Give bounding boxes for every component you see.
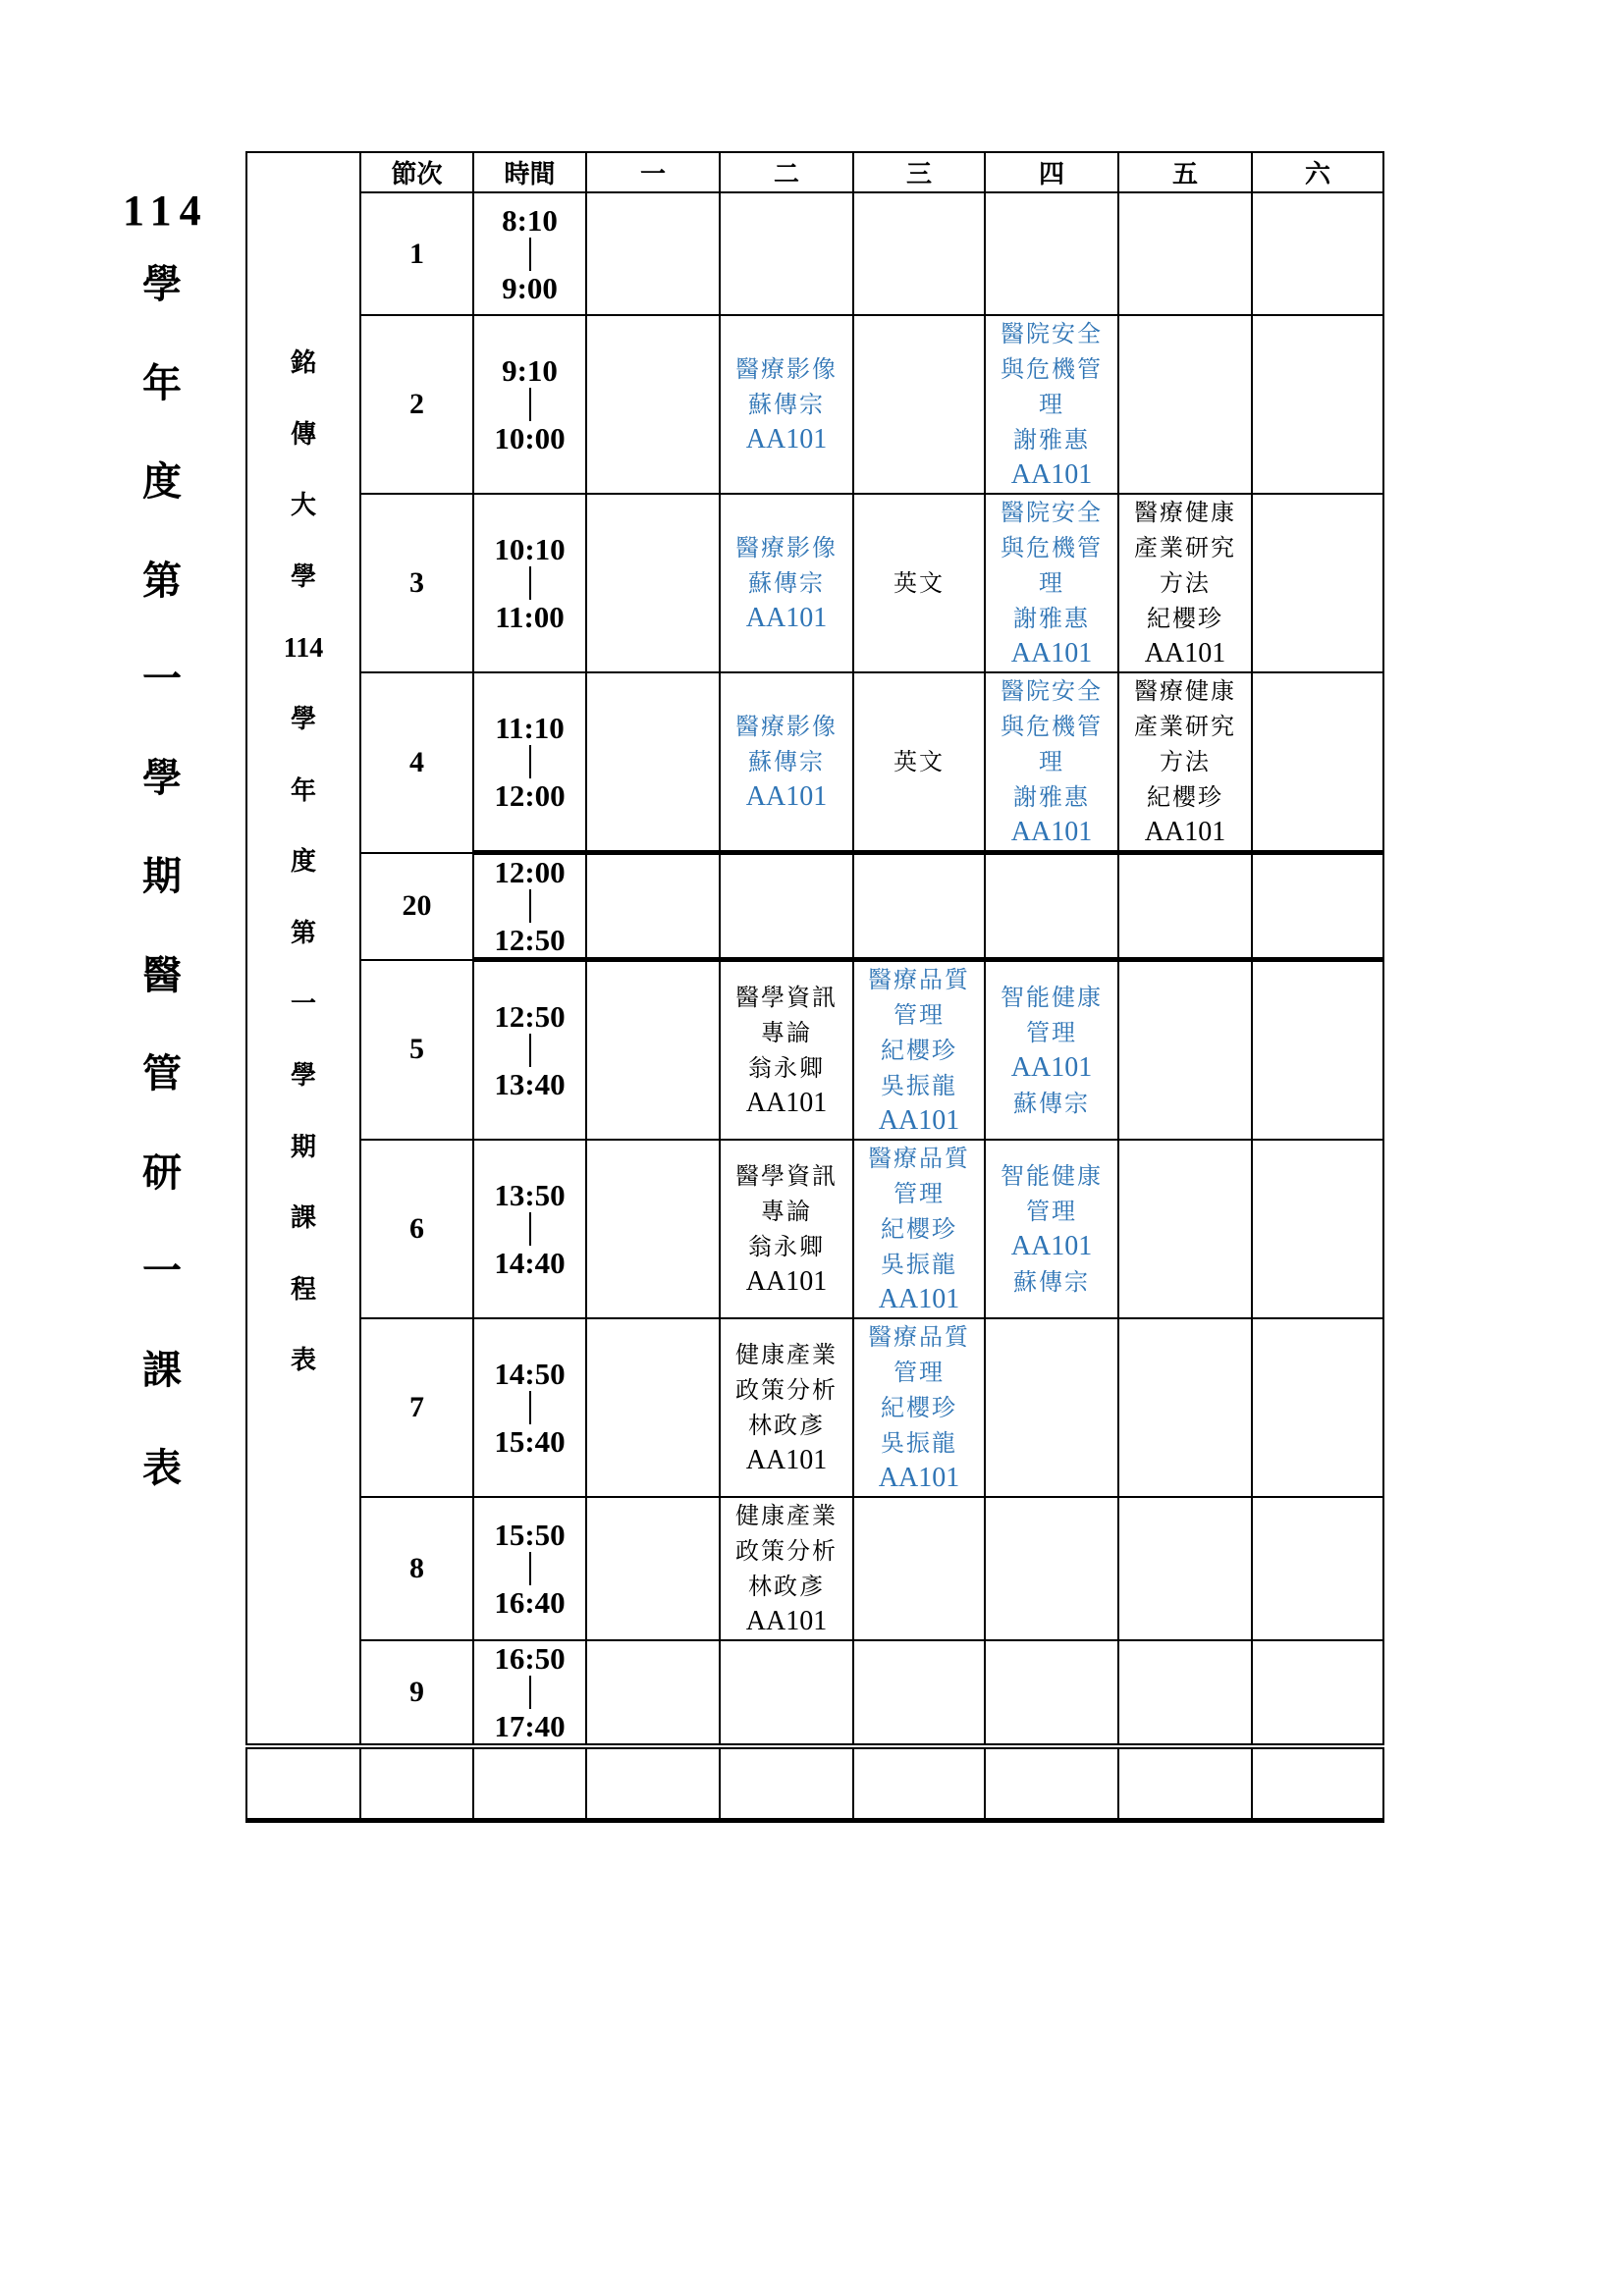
course-entry [986, 673, 1117, 850]
course-room: AA101 [1010, 1052, 1093, 1083]
course-line: 醫療品質 [868, 1145, 970, 1172]
period-row [246, 1640, 1383, 1746]
time-separator-line [529, 1676, 531, 1709]
period-row [246, 853, 1383, 960]
course-line: 紀櫻珍 [1147, 605, 1223, 632]
course-line: 蘇傳宗 [748, 748, 825, 775]
footer-cell [985, 1746, 1118, 1820]
time-start: 8:10 [502, 202, 558, 238]
time-separator-line [529, 1212, 531, 1246]
schedule-cell-tue [720, 853, 853, 960]
header-row [246, 152, 1383, 192]
course-entry [1119, 495, 1251, 671]
course-room: AA101 [745, 1266, 828, 1297]
course-entry [854, 1141, 984, 1317]
time-end: 11:00 [495, 600, 565, 634]
period-row [246, 1140, 1383, 1318]
schedule-cell-sat [1252, 672, 1383, 853]
course-line: 吳振龍 [881, 1251, 957, 1278]
schedule-cell-wed [853, 672, 985, 853]
caption-char: 期 [290, 1132, 316, 1162]
schedule-cell-tue [720, 960, 853, 1141]
course-entry [721, 1337, 852, 1478]
period-row [246, 494, 1383, 672]
time-separator-line [529, 1552, 531, 1585]
schedule-cell-sat [1252, 1497, 1383, 1640]
caption-char: 傳 [290, 419, 316, 450]
course-line: 紀櫻珍 [881, 1394, 957, 1421]
header-time: 時間 [473, 152, 586, 192]
period-number: 2 [360, 315, 473, 494]
course-line: 林政彥 [748, 1573, 825, 1600]
header-day-mon: 一 [586, 152, 720, 192]
schedule-table [245, 151, 1384, 1823]
period-number: 9 [360, 1640, 473, 1746]
period-number: 8 [360, 1497, 473, 1640]
course-line: 謝雅惠 [1013, 605, 1090, 632]
course-room: AA101 [745, 1088, 828, 1118]
header-day-tue: 二 [720, 152, 853, 192]
time-start: 10:10 [494, 532, 566, 566]
course-line: 智能健康 [1001, 984, 1103, 1011]
title-char: 表 [142, 1445, 182, 1491]
period-number: 20 [360, 853, 473, 960]
course-line: 翁永卿 [748, 1054, 825, 1082]
course-line: 吳振龍 [881, 1429, 957, 1457]
schedule-cell-wed [853, 960, 985, 1141]
course-line: 與危機管 [1001, 355, 1103, 383]
course-entry [721, 530, 852, 636]
caption-char: 學 [290, 1060, 316, 1091]
time-end: 13:40 [494, 1067, 566, 1101]
course-line: 蘇傳宗 [748, 569, 825, 597]
schedule-cell-fri [1118, 1640, 1252, 1746]
schedule-cell-fri [1118, 853, 1252, 960]
time-range [473, 315, 586, 494]
course-room: AA101 [745, 781, 828, 812]
course-line: 健康產業 [735, 1341, 838, 1368]
schedule-cell-thu [985, 315, 1118, 494]
period-row [246, 315, 1383, 494]
title-char: 醫 [142, 951, 182, 998]
period-number: 4 [360, 672, 473, 853]
course-line: 吳振龍 [881, 1072, 957, 1099]
course-line: 蘇傳宗 [1013, 1268, 1090, 1296]
schedule-cell-fri [1118, 1497, 1252, 1640]
header-day-wed: 三 [853, 152, 985, 192]
course-line: 管理 [1026, 1198, 1077, 1225]
schedule-cell-tue [720, 672, 853, 853]
time-start: 16:50 [494, 1641, 566, 1676]
time-separator-line [529, 745, 531, 778]
footer-cell [720, 1746, 853, 1820]
title-char: 期 [142, 853, 182, 899]
course-line: 林政彥 [748, 1412, 825, 1439]
course-entry [721, 351, 852, 457]
course-line: 醫療健康 [1134, 499, 1236, 526]
course-line: 專論 [761, 1198, 812, 1225]
course-line: 管理 [893, 1359, 945, 1386]
course-room: AA101 [1010, 459, 1093, 490]
schedule-cell-thu [985, 1497, 1118, 1640]
schedule-cell-tue [720, 1140, 853, 1318]
schedule-cell-wed [853, 1318, 985, 1497]
course-entry [986, 495, 1117, 671]
course-line: 方法 [1160, 748, 1211, 775]
course-line: 健康產業 [735, 1502, 838, 1529]
course-line: 政策分析 [735, 1537, 838, 1565]
time-end: 12:50 [494, 923, 566, 957]
course-line: 與危機管 [1001, 534, 1103, 561]
schedule-cell-wed [853, 1640, 985, 1746]
schedule-cell-wed [853, 853, 985, 960]
period-number: 5 [360, 960, 473, 1141]
course-line: 智能健康 [1001, 1162, 1103, 1190]
footer-cell [853, 1746, 985, 1820]
schedule-cell-sat [1252, 315, 1383, 494]
time-range [473, 192, 586, 315]
header-period: 節次 [360, 152, 473, 192]
course-line: 謝雅惠 [1013, 426, 1090, 454]
course-line: 醫療影像 [735, 713, 838, 740]
course-room: AA101 [745, 1606, 828, 1636]
course-room: AA101 [1144, 817, 1226, 847]
caption-char: 學 [290, 704, 316, 734]
schedule-cell-thu [985, 853, 1118, 960]
caption-char: 一 [290, 989, 316, 1020]
footer-row [246, 1746, 1383, 1820]
course-room: AA101 [1010, 1231, 1093, 1261]
time-end: 15:40 [494, 1424, 566, 1459]
time-start: 13:50 [494, 1178, 566, 1212]
title-char: 管 [142, 1050, 182, 1096]
course-line: 英文 [893, 569, 945, 597]
caption-char: 年 [290, 775, 316, 806]
schedule-cell-tue [720, 192, 853, 315]
course-room: AA101 [878, 1284, 960, 1314]
course-line: 紀櫻珍 [881, 1037, 957, 1064]
schedule-cell-wed [853, 192, 985, 315]
period-row [246, 192, 1383, 315]
course-line: 政策分析 [735, 1376, 838, 1404]
caption-char: 大 [290, 491, 316, 521]
time-start: 12:00 [494, 855, 566, 889]
time-start: 14:50 [494, 1357, 566, 1391]
course-line: 紀櫻珍 [1147, 783, 1223, 811]
period-row [246, 1318, 1383, 1497]
course-entry [721, 709, 852, 815]
footer-cell [1118, 1746, 1252, 1820]
course-line: 管理 [1026, 1019, 1077, 1046]
schedule-cell-mon [586, 192, 720, 315]
schedule-cell-fri [1118, 960, 1252, 1141]
caption-char: 學 [290, 561, 316, 592]
period-number: 3 [360, 494, 473, 672]
schedule-cell-tue [720, 315, 853, 494]
title-year: 114 [123, 187, 209, 235]
schedule-cell-sat [1252, 1140, 1383, 1318]
course-line: 專論 [761, 1019, 812, 1046]
schedule-cell-thu [985, 1318, 1118, 1497]
title-char: 一 [142, 1248, 182, 1294]
schedule-cell-sat [1252, 960, 1383, 1141]
header-day-sat: 六 [1252, 152, 1383, 192]
schedule-cell-mon [586, 315, 720, 494]
time-range [473, 1140, 586, 1318]
schedule-cell-thu [985, 672, 1118, 853]
course-room: AA101 [1010, 817, 1093, 847]
schedule-cell-fri [1118, 315, 1252, 494]
course-line: 醫院安全 [1001, 320, 1103, 347]
course-line: 管理 [893, 1180, 945, 1207]
schedule-cell-mon [586, 1318, 720, 1497]
schedule-cell-thu [985, 1640, 1118, 1746]
schedule-cell-tue [720, 494, 853, 672]
schedule-cell-mon [586, 1140, 720, 1318]
vertical-caption [247, 153, 359, 1397]
course-entry [854, 1319, 984, 1496]
course-line: 蘇傳宗 [748, 391, 825, 418]
period-row [246, 672, 1383, 853]
course-room: AA101 [745, 1445, 828, 1475]
course-room: AA101 [878, 1463, 960, 1493]
schedule-cell-mon [586, 1497, 720, 1640]
footer-cell [473, 1746, 586, 1820]
schedule-cell-fri [1118, 1140, 1252, 1318]
course-line: 理 [1039, 569, 1064, 597]
course-line: 管理 [893, 1001, 945, 1029]
course-line: 英文 [893, 748, 945, 775]
schedule-cell-thu [985, 192, 1118, 315]
course-entry [854, 744, 984, 779]
schedule-cell-wed [853, 315, 985, 494]
time-range [473, 1497, 586, 1640]
period-row [246, 1497, 1383, 1640]
time-separator-line [529, 566, 531, 600]
schedule-cell-fri [1118, 1318, 1252, 1497]
time-range [473, 1640, 586, 1746]
time-start: 9:10 [502, 353, 558, 388]
schedule-cell-sat [1252, 853, 1383, 960]
course-line: 醫療影像 [735, 534, 838, 561]
time-separator-line [529, 388, 531, 421]
time-end: 10:00 [494, 421, 566, 455]
course-line: 醫療品質 [868, 1323, 970, 1351]
vertical-caption-cell [246, 152, 360, 1746]
schedule-cell-sat [1252, 494, 1383, 672]
course-room: AA101 [745, 424, 828, 454]
course-line: 謝雅惠 [1013, 783, 1090, 811]
header-day-thu: 四 [985, 152, 1118, 192]
time-range [473, 1318, 586, 1497]
course-line: 產業研究 [1134, 534, 1236, 561]
time-start: 15:50 [494, 1518, 566, 1552]
course-line: 理 [1039, 391, 1064, 418]
time-end: 9:00 [502, 270, 558, 305]
course-entry [854, 565, 984, 601]
schedule-cell-fri [1118, 192, 1252, 315]
time-separator-line [529, 238, 531, 271]
schedule-cell-wed [853, 1497, 985, 1640]
course-entry [986, 980, 1117, 1121]
period-number: 6 [360, 1140, 473, 1318]
schedule-cell-mon [586, 494, 720, 672]
schedule-cell-fri [1118, 672, 1252, 853]
course-line: 產業研究 [1134, 713, 1236, 740]
course-line: 方法 [1160, 569, 1211, 597]
course-line: 翁永卿 [748, 1233, 825, 1260]
period-row [246, 960, 1383, 1141]
course-line: 醫學資訊 [735, 984, 838, 1011]
schedule-cell-wed [853, 1140, 985, 1318]
schedule-cell-wed [853, 494, 985, 672]
header-day-fri: 五 [1118, 152, 1252, 192]
time-range [473, 672, 586, 853]
caption-char: 銘 [290, 348, 316, 378]
period-number: 1 [360, 192, 473, 315]
schedule-cell-mon [586, 1640, 720, 1746]
document-title-vertical [123, 187, 209, 1519]
course-entry [986, 1158, 1117, 1300]
schedule-cell-tue [720, 1318, 853, 1497]
course-line: 醫學資訊 [735, 1162, 838, 1190]
course-line: 醫療健康 [1134, 677, 1236, 705]
schedule-cell-mon [586, 960, 720, 1141]
schedule-cell-sat [1252, 1318, 1383, 1497]
time-range [473, 853, 586, 960]
title-char: 年 [142, 359, 182, 406]
course-room: AA101 [745, 603, 828, 633]
course-room: AA101 [1144, 638, 1226, 668]
footer-cell [1252, 1746, 1383, 1820]
course-room: AA101 [878, 1105, 960, 1136]
course-line: 醫院安全 [1001, 677, 1103, 705]
schedule-cell-sat [1252, 1640, 1383, 1746]
caption-char: 程 [290, 1274, 316, 1305]
caption-char: 度 [290, 847, 316, 878]
caption-char: 第 [290, 918, 316, 948]
time-end: 17:40 [494, 1709, 566, 1743]
course-entry [721, 1158, 852, 1300]
course-entry [986, 316, 1117, 493]
course-line: 紀櫻珍 [881, 1215, 957, 1243]
title-char: 課 [142, 1346, 182, 1393]
time-range [473, 494, 586, 672]
footer-cell [586, 1746, 720, 1820]
caption-char: 表 [290, 1346, 316, 1376]
schedule-cell-mon [586, 672, 720, 853]
course-line: 醫院安全 [1001, 499, 1103, 526]
time-separator-line [529, 1034, 531, 1067]
schedule-cell-thu [985, 494, 1118, 672]
time-separator-line [529, 1391, 531, 1424]
title-char: 研 [142, 1148, 182, 1196]
schedule-cell-tue [720, 1640, 853, 1746]
period-number: 7 [360, 1318, 473, 1497]
course-line: 醫療影像 [735, 355, 838, 383]
schedule-cell-thu [985, 1140, 1118, 1318]
schedule-cell-thu [985, 960, 1118, 1141]
footer-cell [246, 1746, 360, 1820]
schedule-cell-tue [720, 1497, 853, 1640]
course-room: AA101 [1010, 638, 1093, 668]
time-end: 14:40 [494, 1246, 566, 1280]
time-start: 11:10 [495, 711, 565, 745]
caption-char: 課 [290, 1203, 316, 1234]
time-start: 12:50 [494, 999, 566, 1034]
title-char: 學 [142, 754, 182, 801]
title-char: 一 [142, 656, 182, 702]
footer-cell [360, 1746, 473, 1820]
title-char: 度 [142, 458, 182, 505]
course-entry [721, 980, 852, 1121]
course-line: 理 [1039, 748, 1064, 775]
title-char: 第 [142, 557, 182, 604]
time-range [473, 960, 586, 1141]
course-line: 與危機管 [1001, 713, 1103, 740]
course-line: 蘇傳宗 [1013, 1090, 1090, 1117]
time-separator-line [529, 889, 531, 923]
course-entry [854, 962, 984, 1139]
time-end: 16:40 [494, 1585, 566, 1620]
caption-char: 114 [283, 633, 324, 665]
title-char: 學 [142, 261, 182, 307]
schedule-cell-fri [1118, 494, 1252, 672]
schedule-cell-sat [1252, 192, 1383, 315]
course-entry [721, 1498, 852, 1639]
course-entry [1119, 673, 1251, 850]
time-end: 12:00 [494, 778, 566, 813]
course-line: 醫療品質 [868, 966, 970, 993]
schedule-cell-mon [586, 853, 720, 960]
